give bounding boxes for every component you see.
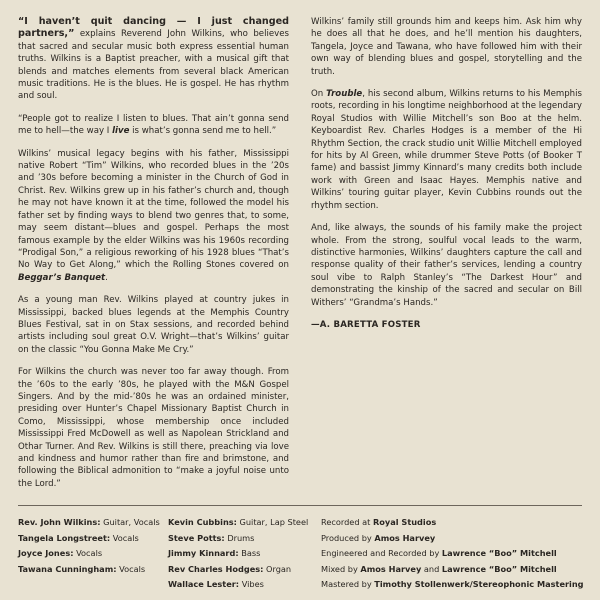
album-title: Trouble [326,89,363,100]
musician-role: Vibes [239,579,264,589]
musician-name: Kevin Cubbins: [168,517,237,527]
essay-paragraph-8: And, like always, the sounds of his family make the project whole. From the strong, soulful vocal leads to the warm, distinctive harmonies, Wilkins’ daughters capture the call and response quality of their father’s services, lending a country soul vibe to Ralph Stanley’s “The Darkest Hour” and demonstrating the kinship of the sacred and secular on Bill Withers’ “Grandma’s Hands.” [311,223,582,308]
essay-paragraph-2 [18,113,289,138]
credit-line [18,515,168,531]
author-signature: —A. BARETTA FOSTER [311,319,421,330]
credit-line [168,546,321,562]
credits-musicians-b [168,515,321,593]
credit-line [18,546,168,562]
essay-paragraph-1 [18,16,289,103]
production-credit [321,562,590,578]
essay-paragraph-3 [18,148,289,284]
paragraph-text: On [311,89,327,100]
credit-line [168,562,321,578]
credit-name: Lawrence “Boo” Mitchell [441,548,557,558]
musician-name: Steve Potts: [168,532,225,543]
musician-role: Vocals [110,532,139,543]
essay-paragraph-6: Wilkins’ family still grounds him and keeps him. Ask him why he does all that he does, and he’ll mention his daughters, Tangela, Joyce and Tawana, who have followed him with their own way of blending blues and gospel, storytelling and the truth. [311,17,582,77]
musician-name: Rev. John Wilkins: [18,517,101,527]
credit-text: Recorded at [321,517,373,527]
paragraph-text: Wilkins’ musical legacy begins with his father, Mississippi native Robert “Tim” Wilkins, who recorded blues in the ’20s and ’30s before becoming a minister in the Church of God in Christ. Rev. Wilkins grew up in his father’s church and, though he may not have known it at the time, followed the model his father set by finding ways to blend two genres that, to some, may seem distant—blues and gospel. Perhaps the most famous example by the elder Wilkins was his 1960s recording “Prodigal Son,” a religious reworking of his 1928 blues “That’s No Way to Get Along,” which the Rolling Stones covered on [18,148,289,271]
musician-role: Guitar, Vocals [100,517,160,527]
musician-name: Tangela Longstreet: [18,532,111,543]
opening-quote: “I haven’t quit dancing — I just changed partners,” [18,16,289,40]
credit-name: Royal Studios [372,517,437,527]
essay-paragraph-5: For Wilkins the church was never too far away though. From the ’60s to the early ’80s, he played with the M&N Gospel Singers. And by the mid-’80s he was an ordained minister, presiding over Hunter’s Chapel Missionary Baptist Church in Como, Mississippi, whose membership once included Mississippi Fred McDowell as well as Napolean Strickland and Othar Turner. And Rev. Wilkins is still there, preaching via love and kindness and humor rather than fire and brimstone, and following the Biblical admonition to “make a joyful noise unto the Lord.” [18,367,289,489]
credit-line [168,515,321,531]
essay-column-left [18,16,289,491]
credit-name: Lawrence “Boo” Mitchell [441,563,557,574]
essay-columns [18,16,582,491]
production-credit [321,515,590,531]
musician-name: Joyce Jones: [18,548,74,558]
paragraph-text: “People got to realize I listen to blues. That ain’t gonna send me to hell—the way I [18,113,289,137]
credits-production [321,515,590,593]
musician-role: Vocals [116,563,146,574]
paragraph-text: is what’s gonna send me to hell.” [129,126,277,137]
credits-section [18,515,590,593]
production-credit [321,577,590,593]
essay-column-right [311,16,582,491]
emphasis-word: live [112,126,130,137]
credit-name: Timothy Stollenwerk/Stereophonic Mastering [374,579,584,589]
divider-line [18,505,582,506]
paragraph-text: , his second album, Wilkins returns to his Memphis roots, recording in his longtime neighborhood at the legendary Royal Studios with Willie Mitchell’s son Boo at the helm. Keyboardist Rev. Charles Hodges is a member of the Hi Rhythm Section, the crack studio unit Willie Mitchell employed for hits by Al Green, while drummer Steve Potts (of Booker T fame) and bassist Jimmy Kinnard’s many credits both include work with Green and Isaac Hayes. Memphis native and Wilkins’ touring guitar player, Kevin Cubbins rounds out the rhythm section. [311,89,582,211]
essay-paragraph-4: As a young man Rev. Wilkins played at country jukes in Mississippi, backed blues legends at the Memphis Country Blues Festival, sat in on Stax sessions, and recorded behind artists including soul great O.V. Wright—that’s Wilkins’ guitar on the classic “You Gonna Make Me Cry.” [18,295,289,355]
credit-text: and [421,563,442,574]
credit-text: Mixed by [321,563,361,574]
credit-text: Mastered by [321,579,375,589]
musician-role: Vocals [73,548,103,558]
musician-role: Organ [263,563,292,574]
credit-text: Engineered and Recorded by [321,548,442,558]
credit-line [18,531,168,547]
album-title: Beggar’s Banquet [18,272,106,283]
production-credit [321,531,590,547]
credits-musicians-a [18,515,168,593]
credit-name: Amos Harvey [360,563,422,574]
musician-name: Jimmy Kinnard: [168,548,239,558]
credit-line [168,577,321,593]
paragraph-text: . [105,272,108,283]
paragraph-text: explains Reverend John Wilkins, who believes that sacred and secular music both express essential human truths. Wilkins is a Baptist preacher, with a musical gift that blends and matches elements from several black American music traditions. He is the blues. He is gospel. He has rhythm and soul. [18,29,289,102]
production-credit [321,546,590,562]
musician-role: Guitar, Lap Steel [236,517,309,527]
essay-paragraph-7 [311,88,582,212]
musician-role: Drums [224,532,255,543]
musician-name: Rev Charles Hodges: [168,563,264,574]
credit-name: Amos Harvey [374,532,436,543]
credit-line [18,562,168,578]
credit-line [168,531,321,547]
musician-role: Bass [238,548,261,558]
musician-name: Wallace Lester: [168,579,240,589]
credit-text: Produced by [321,532,375,543]
musician-name: Tawana Cunningham: [18,563,117,574]
